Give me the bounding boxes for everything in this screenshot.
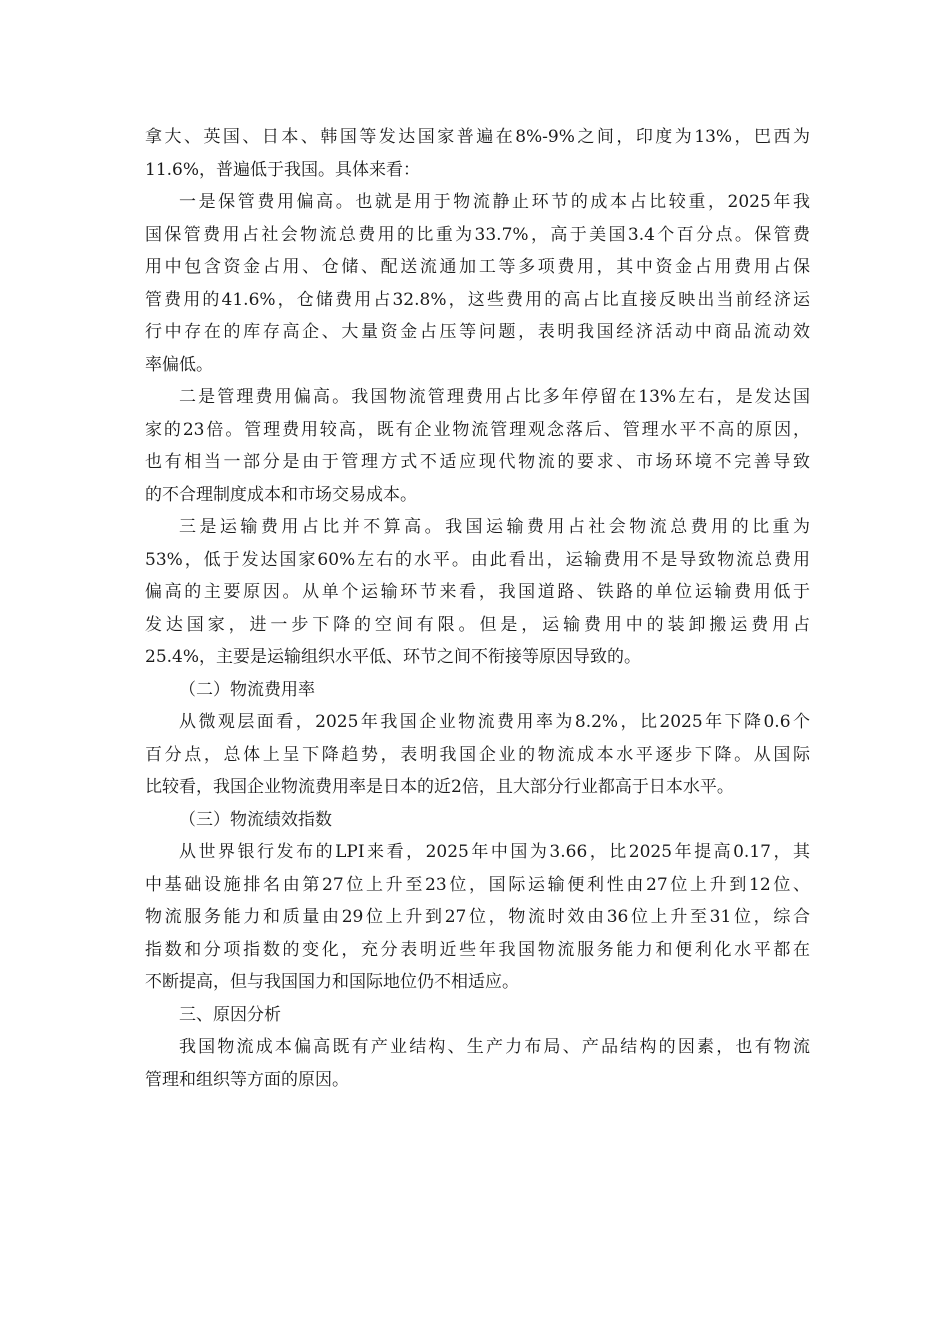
paragraph-lpi-start: 从世界银行发布的LPI来看，2025年中国为3.66，比2025年提高0.17，其 xyxy=(179,842,810,862)
text-line: 家的23倍。管理费用较高，既有企业物流管理观念落后、管理水平不高的原因， xyxy=(145,419,810,440)
text-line: 11.6%，普遍低于我国。具体来看： xyxy=(145,159,421,180)
text-line: 指数和分项指数的变化，充分表明近些年我国物流服务能力和便利化水平都在 xyxy=(145,939,810,960)
paragraph-micro-level-start: 从微观层面看，2025年我国企业物流费用率为8.2%，比2025年下降0.6个 xyxy=(179,712,810,732)
text-line: 管费用的41.6%，仓储费用占32.8%，这些费用的高占比直接反映出当前经济运 xyxy=(145,289,810,310)
text-line: 中基础设施排名由第27位上升至23位，国际运输便利性由27位上升到12位、 xyxy=(145,874,810,895)
text-line: 也有相当一部分是由于管理方式不适应现代物流的要求、市场环境不完善导致 xyxy=(145,452,810,472)
text-line: 国保管费用占社会物流总费用的比重为33.7%，高于美国3.4个百分点。保管费 xyxy=(145,224,810,245)
section-heading-logistics-cost-rate: （二）物流费用率 xyxy=(179,679,315,700)
text-line: 管理和组织等方面的原因。 xyxy=(145,1069,349,1090)
text-line: 百分点，总体上呈下降趋势，表明我国企业的物流成本水平逐步下降。从国际 xyxy=(145,744,810,765)
text-line: 拿大、英国、日本、韩国等发达国家普遍在8%-9%之间，印度为13%，巴西为 xyxy=(145,127,810,147)
section-heading-performance-index: （三）物流绩效指数 xyxy=(179,809,332,830)
text-line: 偏高的主要原因。从单个运输环节来看，我国道路、铁路的单位运输费用低于 xyxy=(145,582,810,602)
paragraph-transport-cost-start: 三是运输费用占比并不算高。我国运输费用占社会物流总费用的比重为 xyxy=(179,517,810,537)
text-line: 25.4%，主要是运输组织水平低、环节之间不衔接等原因导致的。 xyxy=(145,647,642,667)
text-line: 不断提高，但与我国国力和国际地位仍不相适应。 xyxy=(145,972,519,992)
section-heading-cause-analysis: 三、原因分析 xyxy=(179,1004,281,1025)
paragraph-storage-cost-start: 一是保管费用偏高。也就是用于物流静止环节的成本占比较重，2025年我 xyxy=(179,192,810,212)
text-line: 的不合理制度成本和市场交易成本。 xyxy=(145,484,417,505)
text-line: 行中存在的库存高企、大量资金占压等问题，表明我国经济活动中商品流动效 xyxy=(145,322,810,342)
paragraph-causes-start: 我国物流成本偏高既有产业结构、生产力布局、产品结构的因素，也有物流 xyxy=(179,1037,810,1057)
text-line: 率偏低。 xyxy=(145,354,213,375)
document-body xyxy=(145,121,810,1096)
text-line: 53%，低于发达国家60%左右的水平。由此看出，运输费用不是导致物流总费用 xyxy=(145,549,810,570)
text-line: 用中包含资金占用、仓储、配送流通加工等多项费用，其中资金占用费用占保 xyxy=(145,257,810,277)
text-line: 物流服务能力和质量由29位上升到27位，物流时效由36位上升至31位，综合 xyxy=(145,907,810,927)
text-line: 发达国家，进一步下降的空间有限。但是，运输费用中的装卸搬运费用占 xyxy=(145,614,810,635)
paragraph-management-cost-start: 二是管理费用偏高。我国物流管理费用占比多年停留在13%左右，是发达国 xyxy=(179,387,810,407)
text-line: 比较看，我国企业物流费用率是日本的近2倍，且大部分行业都高于日本水平。 xyxy=(145,777,734,797)
